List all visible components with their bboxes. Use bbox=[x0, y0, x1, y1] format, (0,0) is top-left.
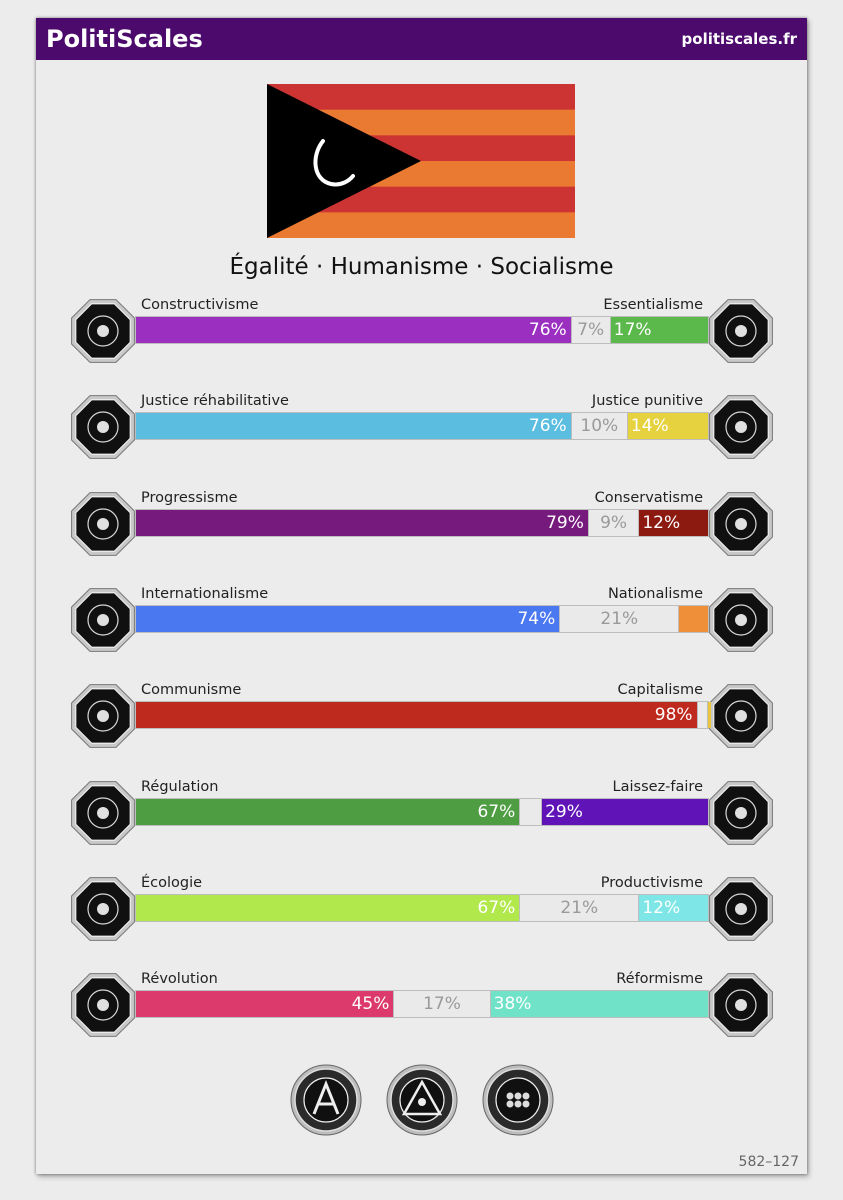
axis-neutral-segment: 21% bbox=[559, 606, 679, 632]
axis-right-segment: 38% bbox=[491, 991, 708, 1017]
axis-right-segment bbox=[708, 702, 711, 728]
axis-right-label: Nationalisme bbox=[607, 585, 703, 602]
hourglass-icon bbox=[706, 489, 776, 559]
eye-icon bbox=[68, 296, 138, 366]
axis-bar bbox=[135, 894, 709, 922]
result-code: 582–127 bbox=[738, 1154, 799, 1170]
axis-right-segment: 29% bbox=[542, 799, 708, 825]
prison-bars-icon bbox=[706, 392, 776, 462]
tent-icon bbox=[706, 970, 776, 1040]
axis-bar bbox=[135, 990, 709, 1018]
plant-icon bbox=[68, 874, 138, 944]
comet-icon bbox=[68, 489, 138, 559]
header-bar bbox=[36, 18, 807, 60]
axis-neutral-segment: 10% bbox=[571, 413, 628, 439]
result-card bbox=[36, 18, 807, 1174]
flag-stripe bbox=[267, 212, 575, 238]
axis-right-segment bbox=[679, 606, 708, 632]
axis-left-segment: 67% bbox=[136, 799, 519, 825]
axis-right-segment: 12% bbox=[639, 510, 708, 536]
axis-row bbox=[36, 296, 807, 392]
axis-neutral-segment bbox=[519, 799, 542, 825]
axis-left-label: Écologie bbox=[141, 874, 203, 891]
axis-row bbox=[36, 874, 807, 970]
slogan: Égalité · Humanisme · Socialisme bbox=[229, 254, 614, 280]
axis-left-segment: 98% bbox=[136, 702, 697, 728]
axis-left-segment: 74% bbox=[136, 606, 559, 632]
axis-row bbox=[36, 489, 807, 585]
axis-bar bbox=[135, 605, 709, 633]
axis-left-label: Justice réhabilitative bbox=[141, 393, 289, 410]
axis-right-label: Conservatisme bbox=[594, 489, 703, 506]
axis-bar bbox=[135, 701, 709, 729]
axis-bar bbox=[135, 412, 709, 440]
axis-neutral-segment: 17% bbox=[393, 991, 490, 1017]
axis-right-label: Réformisme bbox=[616, 971, 703, 988]
axis-bar bbox=[135, 316, 709, 344]
axis-right-segment: 14% bbox=[628, 413, 708, 439]
butterfly-icon bbox=[706, 778, 776, 848]
ruler-compass-icon bbox=[68, 778, 138, 848]
fist-icon bbox=[68, 970, 138, 1040]
axis-bar bbox=[135, 509, 709, 537]
axis-neutral-segment: 21% bbox=[519, 895, 639, 921]
axis-bar bbox=[135, 798, 709, 826]
generated-flag bbox=[267, 84, 575, 238]
axis-left-label: Communisme bbox=[141, 682, 242, 699]
globe-icon bbox=[68, 585, 138, 655]
handshake-icon bbox=[68, 392, 138, 462]
vine-badge-icon bbox=[482, 1064, 554, 1136]
axis-left-label: Constructivisme bbox=[141, 297, 259, 313]
axis-row bbox=[36, 392, 807, 488]
axis-left-label: Révolution bbox=[141, 971, 218, 988]
flower-icon bbox=[706, 296, 776, 366]
axis-right-label: Productivisme bbox=[600, 874, 703, 891]
gear-icon bbox=[706, 874, 776, 944]
axis-left-label: Internationalisme bbox=[141, 585, 269, 602]
axis-left-segment: 76% bbox=[136, 413, 571, 439]
axis-left-label: Progressisme bbox=[141, 489, 238, 506]
axis-right-label: Laissez-faire bbox=[612, 778, 703, 795]
axis-left-segment: 79% bbox=[136, 510, 588, 536]
site-link[interactable]: politiscales.fr bbox=[681, 30, 797, 48]
flag-icon bbox=[706, 585, 776, 655]
money-bag-icon bbox=[706, 681, 776, 751]
axis-row bbox=[36, 681, 807, 777]
axis-row bbox=[36, 778, 807, 874]
axis-left-segment: 76% bbox=[136, 317, 571, 343]
axis-left-segment: 67% bbox=[136, 895, 519, 921]
anarchy-badge-icon bbox=[290, 1064, 362, 1136]
axis-right-segment: 17% bbox=[611, 317, 708, 343]
axis-neutral-segment: 7% bbox=[571, 317, 611, 343]
axis-neutral-segment: 9% bbox=[588, 510, 639, 536]
axis-row bbox=[36, 970, 807, 1066]
axis-left-label: Régulation bbox=[141, 778, 219, 795]
axis-row bbox=[36, 585, 807, 681]
axis-right-segment: 12% bbox=[639, 895, 708, 921]
axis-right-label: Justice punitive bbox=[591, 393, 703, 410]
axis-neutral-segment bbox=[697, 702, 708, 728]
axis-right-label: Essentialisme bbox=[603, 297, 703, 313]
axis-left-segment: 45% bbox=[136, 991, 393, 1017]
brand-title[interactable]: PolitiScales bbox=[46, 25, 203, 53]
flag-stripe bbox=[267, 84, 575, 110]
eye-pyramid-badge-icon bbox=[386, 1064, 458, 1136]
hammer-sickle-icon bbox=[68, 681, 138, 751]
axis-right-label: Capitalisme bbox=[617, 682, 703, 699]
